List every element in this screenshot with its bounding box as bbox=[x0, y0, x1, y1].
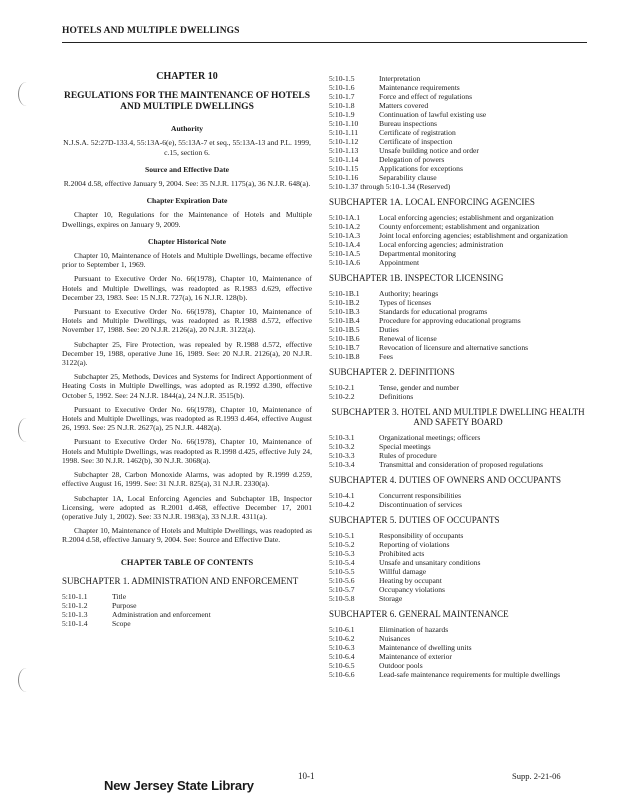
section-number: 5:10-1.8 bbox=[329, 101, 355, 110]
section-title: Special meetings bbox=[379, 442, 431, 451]
section-number: 5:10-5.4 bbox=[329, 558, 355, 567]
toc-entry bbox=[329, 585, 587, 594]
section-number: 5:10-1.9 bbox=[329, 110, 355, 119]
section-number: 5:10-1.12 bbox=[329, 137, 359, 146]
toc-entry bbox=[62, 610, 312, 619]
toc-section-list bbox=[329, 383, 587, 401]
subchapter-heading: SUBCHAPTER 4. DUTIES OF OWNERS AND OCCUPANTS bbox=[329, 475, 561, 485]
history-note: Pursuant to Executive Order No. 66(1978), Chapter 10, Maintenance of Hotels and Multiple Dwellings, was readopted as R.1983 d.629, effective December 23, 1983. See: 15 N.J.R. 727(a), 16 N.J.R. 128(b). bbox=[62, 274, 312, 302]
section-number: 5:10-3.3 bbox=[329, 451, 355, 460]
page-number: 10-1 bbox=[298, 771, 315, 781]
toc-entry bbox=[329, 433, 587, 442]
toc-entry bbox=[329, 594, 587, 603]
section-number: 5:10-1A.5 bbox=[329, 249, 361, 258]
section-title: Reporting of violations bbox=[379, 540, 450, 549]
toc-entry bbox=[329, 110, 587, 119]
section-title: Maintenance requirements bbox=[379, 83, 460, 92]
section-number: 5:10-3.1 bbox=[329, 433, 355, 442]
section-number: 5:10-1.6 bbox=[329, 83, 355, 92]
subchapter-heading: SUBCHAPTER 1. ADMINISTRATION AND ENFORCEMENT bbox=[62, 575, 299, 586]
section-number: 5:10-2.1 bbox=[329, 383, 355, 392]
section-title: Procedure for approving educational programs bbox=[379, 316, 521, 325]
toc-entry bbox=[329, 392, 587, 401]
section-title: Title bbox=[112, 591, 127, 601]
toc-entry bbox=[329, 119, 587, 128]
running-header: HOTELS AND MULTIPLE DWELLINGS bbox=[62, 26, 240, 36]
history-notes bbox=[62, 251, 312, 544]
section-number: 5:10-1.3 bbox=[62, 610, 88, 620]
section-title: Storage bbox=[379, 594, 403, 603]
binder-hole-mark bbox=[18, 668, 35, 692]
toc-entry bbox=[329, 558, 587, 567]
section-title: Certificate of inspection bbox=[379, 137, 453, 146]
toc-entry bbox=[329, 652, 587, 661]
toc-section-list bbox=[329, 213, 587, 267]
section-number: 5:10-5.8 bbox=[329, 594, 355, 603]
toc-entry bbox=[329, 213, 587, 222]
section-title: Departmental monitoring bbox=[379, 249, 456, 258]
toc-entry bbox=[329, 307, 587, 316]
section-title: Organizational meetings; officers bbox=[379, 433, 481, 442]
toc-entry bbox=[329, 451, 587, 460]
section-number: 5:10-3.4 bbox=[329, 460, 355, 469]
subchapter-heading: SUBCHAPTER 3. HOTEL AND MULTIPLE DWELLING HEALTH AND SAFETY BOARD bbox=[331, 407, 585, 427]
section-title: Lead-safe maintenance requirements for multiple dwellings bbox=[379, 670, 561, 679]
section-number: 5:10-6.4 bbox=[329, 652, 355, 661]
toc-section-list bbox=[62, 592, 312, 629]
authority-text: N.J.S.A. 52:27D-133.4, 55:13A-6(e), 55:13A-7 et seq., 55:13A-13 and P.L. 1999, c.15, section 6. bbox=[63, 138, 311, 157]
section-title: Definitions bbox=[379, 392, 414, 401]
toc-entry bbox=[329, 383, 587, 392]
toc-section-list bbox=[329, 433, 587, 469]
toc-entry bbox=[329, 298, 587, 307]
section-number: 5:10-1A.6 bbox=[329, 258, 361, 267]
toc-section-list bbox=[329, 74, 587, 182]
section-title: Nuisances bbox=[379, 634, 411, 643]
toc-entry bbox=[329, 343, 587, 352]
subchapter-heading: SUBCHAPTER 6. GENERAL MAINTENANCE bbox=[329, 609, 509, 619]
toc-entry bbox=[329, 442, 587, 451]
section-title: Maintenance of dwelling units bbox=[379, 643, 472, 652]
section-title: Separability clause bbox=[379, 173, 437, 182]
section-title: Standards for educational programs bbox=[379, 307, 488, 316]
section-title: Discontinuation of services bbox=[379, 500, 463, 509]
section-title: Elimination of hazards bbox=[379, 625, 449, 634]
section-title: Force and effect of regulations bbox=[379, 92, 473, 101]
section-title: Purpose bbox=[112, 600, 137, 610]
section-number: 5:10-1.1 bbox=[62, 591, 88, 601]
section-title: Rules of procedure bbox=[379, 451, 437, 460]
section-number: 5:10-1.16 bbox=[329, 173, 359, 182]
toc-entry bbox=[329, 549, 587, 558]
history-note: Chapter 10, Maintenance of Hotels and Multiple Dwellings, became effective prior to September 1, 1969. bbox=[62, 251, 312, 270]
binder-hole-mark bbox=[18, 82, 35, 106]
toc-entry bbox=[329, 92, 587, 101]
section-number: 5:10-1.10 bbox=[329, 119, 359, 128]
section-title: Local enforcing agencies; administration bbox=[379, 240, 504, 249]
toc-entry bbox=[329, 325, 587, 334]
binder-hole-mark bbox=[18, 418, 35, 442]
toc-entry bbox=[329, 576, 587, 585]
toc-entry bbox=[329, 222, 587, 231]
toc-entry bbox=[329, 240, 587, 249]
section-title: Scope bbox=[112, 619, 131, 629]
toc-section-list bbox=[329, 491, 587, 509]
toc-entry bbox=[329, 101, 587, 110]
section-number: 5:10-1A.3 bbox=[329, 231, 361, 240]
toc-entry bbox=[329, 352, 587, 361]
section-number: 5:10-3.2 bbox=[329, 442, 355, 451]
history-note: Subchapter 25, Fire Protection, was repealed by R.1988 d.572, effective December 19, 1988, operative June 16, 1989. See: 20 N.J.R. 2126(a), 20 N.J.R. 3122(a). bbox=[62, 339, 312, 368]
section-number: 5:10-5.7 bbox=[329, 585, 355, 594]
toc-entry bbox=[62, 601, 312, 610]
toc-entry bbox=[329, 567, 587, 576]
section-number: 5:10-1.11 bbox=[329, 128, 359, 137]
subchapter-heading: SUBCHAPTER 1A. LOCAL ENFORCING AGENCIES bbox=[329, 197, 535, 207]
section-title: Tense, gender and number bbox=[379, 383, 460, 392]
section-number: 5:10-1A.2 bbox=[329, 222, 361, 231]
toc-entry bbox=[329, 128, 587, 137]
section-number: 5:10-1A.1 bbox=[329, 213, 361, 222]
section-title: Joint local enforcing agencies; establishment and organization bbox=[379, 231, 568, 240]
library-stamp: New Jersey State Library bbox=[104, 778, 254, 793]
section-number: 5:10-5.1 bbox=[329, 531, 355, 540]
section-title: Occupancy violations bbox=[379, 585, 446, 594]
toc-entry bbox=[329, 137, 587, 146]
section-title: Maintenance of exterior bbox=[379, 652, 452, 661]
section-title: Delegation of powers bbox=[379, 155, 445, 164]
section-title: Authority; hearings bbox=[379, 289, 439, 298]
section-title: Prohibited acts bbox=[379, 549, 425, 558]
section-title: Transmittal and consideration of proposed regulations bbox=[379, 460, 544, 469]
section-title: Matters covered bbox=[379, 101, 429, 110]
section-number: 5:10-6.1 bbox=[329, 625, 355, 634]
section-title: Unsafe and unsanitary conditions bbox=[379, 558, 481, 567]
section-title: Outdoor pools bbox=[379, 661, 423, 670]
authority-heading: Authority bbox=[170, 124, 204, 134]
source-text: R.2004 d.58, effective January 9, 2004. See: 35 N.J.R. 1175(a), 36 N.J.R. 648(a). bbox=[63, 179, 311, 189]
subchapter-heading: SUBCHAPTER 1B. INSPECTOR LICENSING bbox=[329, 273, 504, 283]
source-heading: Source and Effective Date bbox=[144, 164, 229, 174]
toc-entry bbox=[329, 155, 587, 164]
section-title: Willful damage bbox=[379, 567, 427, 576]
section-title: Applications for exceptions bbox=[379, 164, 463, 173]
section-number: 5:10-1B.7 bbox=[329, 343, 360, 352]
toc-entry bbox=[62, 619, 312, 628]
section-title: Heating by occupant bbox=[379, 576, 442, 585]
left-column bbox=[62, 72, 312, 635]
subchapter-heading: SUBCHAPTER 2. DEFINITIONS bbox=[329, 367, 455, 377]
history-note: Subchapter 1A, Local Enforcing Agencies and Subchapter 1B, Inspector Licensing, were adopted as R.2001 d.468, effective December 17, 2001 (operative July 1, 2002). See: 33 N.J.R. 1983(a), 33 N.J.R. 4311(a). bbox=[62, 493, 312, 521]
section-title: County enforcement; establishment and organization bbox=[379, 222, 540, 231]
toc-entry bbox=[329, 661, 587, 670]
section-title: Types of licenses bbox=[379, 298, 432, 307]
toc-section-list bbox=[329, 531, 587, 603]
section-number: 5:10-1.4 bbox=[62, 619, 88, 629]
expiration-heading: Chapter Expiration Date bbox=[146, 196, 228, 206]
section-number: 5:10-2.2 bbox=[329, 392, 355, 401]
toc-entry bbox=[329, 634, 587, 643]
history-note: Pursuant to Executive Order No. 66(1978), Chapter 10, Maintenance of Hotels and Multiple Dwellings, was readopted as R.1993 d.464, effective August 26, 1993. See: 25 N.J.R. 2627(a), 25 N.J.R. 4482(a). bbox=[62, 404, 312, 433]
section-number: 5:10-5.5 bbox=[329, 567, 355, 576]
toc-entry bbox=[329, 500, 587, 509]
section-title: Bureau inspections bbox=[379, 119, 437, 128]
toc-heading: CHAPTER TABLE OF CONTENTS bbox=[120, 557, 254, 567]
toc-entry bbox=[329, 249, 587, 258]
toc-entry bbox=[329, 670, 587, 679]
subchapter-heading: SUBCHAPTER 5. DUTIES OF OCCUPANTS bbox=[329, 515, 500, 525]
section-number: 5:10-1B.8 bbox=[329, 352, 360, 361]
toc-entry bbox=[329, 173, 587, 182]
toc-entry bbox=[329, 83, 587, 92]
toc-section-list bbox=[329, 625, 587, 679]
toc-entry bbox=[329, 289, 587, 298]
section-title: Interpretation bbox=[379, 74, 421, 83]
chapter-number: CHAPTER 10 bbox=[156, 71, 218, 82]
section-number: 5:10-1.15 bbox=[329, 164, 359, 173]
section-title: Fees bbox=[379, 352, 393, 361]
toc-entry bbox=[329, 540, 587, 549]
section-number: 5:10-5.2 bbox=[329, 540, 355, 549]
section-number: 5:10-1.7 bbox=[329, 92, 355, 101]
expiration-text: Chapter 10, Regulations for the Maintenance of Hotels and Multiple Dwellings, expires on January 9, 2009. bbox=[62, 210, 312, 229]
section-number: 5:10-1B.5 bbox=[329, 325, 360, 334]
history-note: Chapter 10, Maintenance of Hotels and Multiple Dwellings, was readopted as R.2004 d.58, effective January 9, 2004. See: Source and Effective Date. bbox=[62, 526, 312, 545]
section-number: 5:10-1B.6 bbox=[329, 334, 360, 343]
section-number: 5:10-1B.2 bbox=[329, 298, 360, 307]
section-title: Revocation of licensure and alternative sanctions bbox=[379, 343, 529, 352]
chapter-title: REGULATIONS FOR THE MAINTENANCE OF HOTELS AND MULTIPLE DWELLINGS bbox=[63, 91, 311, 113]
toc-entry bbox=[329, 74, 587, 83]
history-note: Pursuant to Executive Order No. 66(1978), Chapter 10, Maintenance of Hotels and Multiple Dwellings, was readopted as R.1988 d.572, effective November 17, 1988. See: 20 N.J.R. 2126(a), 20 N.J.R. 3122(a). bbox=[62, 307, 312, 335]
toc-entry bbox=[329, 164, 587, 173]
section-number: 5:10-4.2 bbox=[329, 500, 355, 509]
header-rule bbox=[62, 42, 587, 43]
section-title: Continuation of lawful existing use bbox=[379, 110, 487, 119]
toc-entry bbox=[62, 592, 312, 601]
section-title: Certificate of registration bbox=[379, 128, 456, 137]
toc-entry bbox=[329, 231, 587, 240]
section-title: Concurrent responsibilities bbox=[379, 491, 462, 500]
toc-entry bbox=[329, 491, 587, 500]
section-number: 5:10-1B.1 bbox=[329, 289, 360, 298]
section-title: Responsibility of occupants bbox=[379, 531, 464, 540]
section-number: 5:10-6.3 bbox=[329, 643, 355, 652]
section-number: 5:10-1.14 bbox=[329, 155, 359, 164]
section-number: 5:10-1B.3 bbox=[329, 307, 360, 316]
section-number: 5:10-1.2 bbox=[62, 600, 88, 610]
reserved-range: 5:10-1.37 through 5:10-1.34 (Reserved) bbox=[329, 182, 451, 191]
section-number: 5:10-6.2 bbox=[329, 634, 355, 643]
toc-entry bbox=[329, 625, 587, 634]
section-number: 5:10-6.5 bbox=[329, 661, 355, 670]
toc-section-list bbox=[329, 289, 587, 361]
toc-entry bbox=[329, 531, 587, 540]
toc-entry bbox=[329, 643, 587, 652]
section-title: Local enforcing agencies; establishment and organization bbox=[379, 213, 554, 222]
history-note: Subchapter 25, Methods, Devices and Systems for Indirect Apportionment of Heating Costs in Multiple Dwellings, was adopted as R.1992 d.390, effective October 5, 1992. See: 24 N.J.R. 1844(a), 24 N.J.R. 3515(b). bbox=[62, 372, 312, 400]
section-number: 5:10-1.5 bbox=[329, 74, 355, 83]
right-column bbox=[329, 74, 587, 685]
toc-entry bbox=[329, 334, 587, 343]
section-number: 5:10-6.6 bbox=[329, 670, 355, 679]
history-note: Subchapter 28, Carbon Monoxide Alarms, was adopted by R.1999 d.259, effective August 16, 1999. See: 31 N.J.R. 825(a), 31 N.J.R. 2330(a). bbox=[62, 470, 312, 489]
toc-entry bbox=[329, 146, 587, 155]
section-title: Administration and enforcement bbox=[112, 610, 211, 620]
toc-entry bbox=[329, 460, 587, 469]
section-number: 5:10-4.1 bbox=[329, 491, 355, 500]
toc-entry bbox=[329, 316, 587, 325]
supplement-date: Supp. 2-21-06 bbox=[512, 771, 561, 781]
section-number: 5:10-5.3 bbox=[329, 549, 355, 558]
section-number: 5:10-1.13 bbox=[329, 146, 359, 155]
section-number: 5:10-1A.4 bbox=[329, 240, 361, 249]
toc-entry bbox=[329, 258, 587, 267]
section-title: Appointment bbox=[379, 258, 420, 267]
section-title: Renewal of license bbox=[379, 334, 437, 343]
history-heading: Chapter Historical Note bbox=[148, 236, 226, 246]
section-number: 5:10-1B.4 bbox=[329, 316, 360, 325]
history-note: Pursuant to Executive Order No. 66(1978), Chapter 10, Maintenance of Hotels and Multiple Dwellings, was readopted as R.1998 d.425, effective July 24, 1998. See: 30 N.J.R. 1462(b), 30 N.J.R. 3068(a). bbox=[62, 437, 312, 465]
section-number: 5:10-5.6 bbox=[329, 576, 355, 585]
section-title: Unsafe building notice and order bbox=[379, 146, 479, 155]
section-title: Duties bbox=[379, 325, 399, 334]
